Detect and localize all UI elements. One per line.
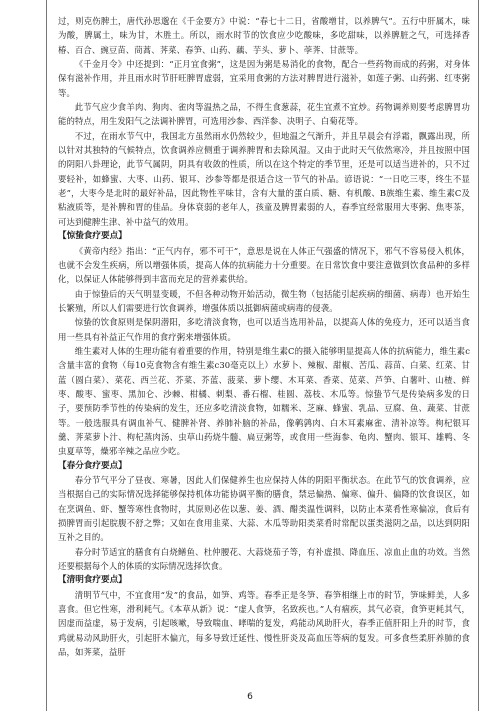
- body-paragraph: 《千金月令》中还提到：“正月宜食粥”，这是因为粥是易消化的食物，配合一些药物而成的药粥，对身体保有滋补作用，并且雨水时节肝旺脾胃虚弱，宜采用食粥的方法对脾胃进行滋补，如莲子粥、山药粥、红枣粥等。: [58, 59, 470, 98]
- body-paragraph: 不过，在雨水节气中，我国北方虽然雨水仍然较少，但地温之气渐升，并且早晨会有浮霜，飘露出现，所以针对其独特的气候特点，饮食调养应侧重于调养脾胃和去除风湿。又由于此时天气依然寒冷，并且按照中国的阴阳八卦理论，此节气属阴，阴具有收敛的性质，所以在这个特定的季节里，还是可以适当进补的，只不过要轻补，如蜂蜜、大枣、山药、银耳、沙参等都是很适合这一节气的补品。谚语说：“一日吃三枣，终生不显老”，大枣今是北时的最好补品，因此物性平味甘，含有大量的蛋白质、糖、有机酸、B族维生素、维生素C及粘液质等，是补脾和胃的佳品。身体衰弱的老年人，孩童及脾胃素弱的人，春季宜经常服用大枣粥、焦枣茶，可达到健脾生津、补中益气的效用。: [58, 130, 470, 227]
- body-paragraph: 维生素对人体的生理功能有着重要的作用，特别是维生素C的摄入能够明显提高人体的抗病能力，维生素c含量丰富的食物（每10克食物含有维生素c30毫克以上）水萝卜、辣椒、甜椒、苦瓜、蒜苗、白菜、红菜、甘蓝（圆白菜）、菜花、西兰花、芥菜、芥蓝、菠菜、萝卜缨、木耳菜、香菜、苋菜、芦笋、白薯叶、山楂、鲜枣、酸枣、蜜枣、黑加仑、沙棘、柑橘、刺梨、番石榴、桂圆、荔枝、木瓜等。惊蛰节气是传染病多发的日子，要预防季节性的传染病的发生，还应多吃清淡食物，如糯米、芝麻、蜂蜜、乳品、豆腐、鱼、蔬菜、甘蔗等。一般选服具有调血补气、健脾补肾、养肺补脑的补品，像鹌鹑肉、白木耳素麻雀、清补凉等。枸杞银耳羹、荠菜萝卜汁、枸杞蒸肉汤、虫草山药烧牛髓、扁豆粥等，或食用一些海参、龟肉、蟹肉、银耳、雄鸭、冬虫夏草等，燥邪辛辣之品应少吃。: [58, 345, 470, 457]
- body-paragraph: 此节气应少食羊肉、狗肉、雀肉等温热之品，不得生食葱蒜，花生宜煮不宜炒。药物调养则要考虑脾胃功能的特点，用生发阳气之法调补脾胃，可选用沙参、西洋参、决明子、白菊花等。: [58, 102, 470, 127]
- body-paragraph: 春分时节适宜的膳食有白烧鳝鱼、杜仲腰花、大蒜烧茄子等，有补虚损、降血压、凉血止血的功效。当然还要根据每个人的体质的实际情况选择饮食。: [58, 546, 470, 572]
- body-paragraph: 过，则克伤脾土，唐代孙思邈在《千金要方》中说：“春七十二日，省酸增甘，以养脾气”。五行中肝属木，味为酸，脾属土，味为甘，木胜土。所以，雨水时节的饮食应少吃酸味，多吃甜味，以养脾脏之气，可选择香椿、百合、豌豆苗、茼蒿、荠菜、春笋、山药、藕、芋头、萝卜、荸荠、甘蔗等。: [58, 16, 470, 55]
- page-number: 6: [247, 692, 253, 702]
- body-paragraph: 惊蛰的饮食原则是保阴潜阳，多吃清淡食物，也可以适当选用补品，以提高人体的免疫力，还可以适当食用一些具有补益正气作用的食疗粥来增强体质。: [58, 317, 470, 342]
- body-paragraph: 《黄帝内经》指出：“正气内存，邪不可干”，意思是说在人体正气强盛的情况下，邪气不容易侵入机体，也就不会发生疾病，所以增强体质，提高人体的抗病能力十分重要。在日常饮食中要注意做到饮食品种的多样化，以保证人体能够得到丰富而充足的营养素供给。: [58, 245, 470, 285]
- body-paragraph: 春分节气平分了昼夜、寒暑，因此人们保健养生也应保持人体的阴阳平衡状态。在此节气的饮食调养，应当根据自己的实际情况选择能够保持机体功能协调平衡的膳食，禁忌偏热、偏寒、偏升、偏降的饮食误区，如在烹调鱼、虾、蟹等寒性食物时，其原则必佐以葱、姜、酒、醋类温性调料，以防止本菜肴性寒偏凉，食后有损脾胃而引起脘腹不舒之弊；又如在食用韭菜、大蒜、木瓜等助阳类菜肴时常配以蛋类滋阴之品，以达到阴阳互补之目的。: [58, 475, 470, 543]
- body-paragraph: 清明节气中，不宜食用“发”的食品，如笋、鸡等。春季正是冬笋、春笋相继上市的时节，笋味鲜美，人多喜食。但它性寒，滑利耗气。《本草从新》说：“虚人食笋，名致疾也。”人有痼疾，其气必衰，食笋更耗其气，因虚而益虚，易于发病，引起咳嗽，导致喘血、哮喘的复发，鸡能动风助肝火，春季正值肝阳上升的时节，食鸡就易动风助肝火，引起肝木偏亢，每多导致迁延性、慢性肝炎及高血压等病的复发。可多食些柔肝养肺的食品，如荠菜，益肝: [58, 589, 470, 658]
- section-heading: 【惊蛰食疗要点】: [58, 231, 127, 242]
- section-heading: 【清明食疗要点】: [58, 575, 127, 586]
- page-frame-right-line: [478, 0, 479, 711]
- body-paragraph: 由于惊蛰后的天气明显变暖，不但各种动物开始活动，微生物（包括能引起疾病的细菌、病毒）也开始生长繁殖，所以人们需要进行饮食调养，增强体质以抵御病菌或病毒的侵袭。: [58, 288, 470, 313]
- document-body: [58, 14, 470, 659]
- section-heading: 【春分食疗要点】: [58, 460, 127, 471]
- page-frame-left-line: [46, 0, 47, 711]
